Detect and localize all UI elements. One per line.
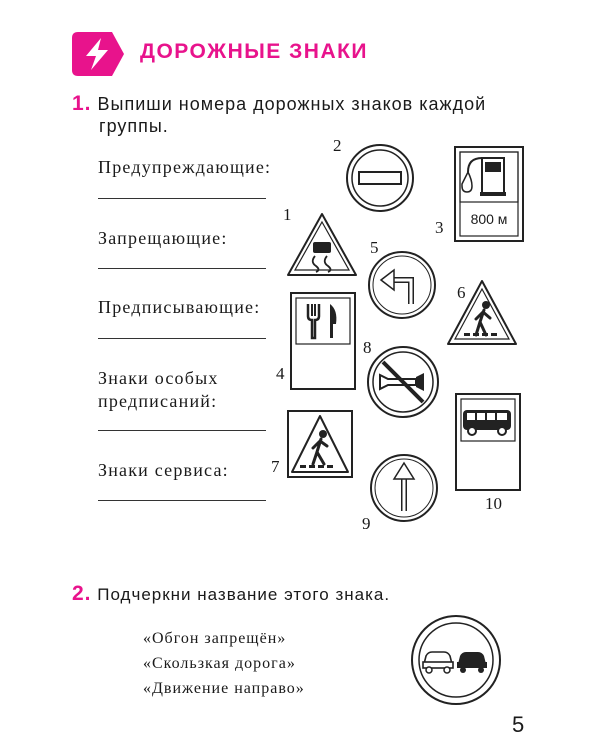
sign-number-10: 10 bbox=[485, 494, 502, 513]
task2-number: 2. bbox=[72, 582, 92, 605]
slippery-road-sign-icon bbox=[286, 212, 358, 278]
sign-number-9: 9 bbox=[362, 514, 371, 533]
pedestrian-crossing-sign-icon bbox=[287, 410, 353, 478]
turn-left-sign-icon bbox=[367, 250, 437, 320]
sign-number-6: 6 bbox=[457, 283, 466, 302]
sign-number-2: 2 bbox=[333, 136, 342, 155]
sign-number-8: 8 bbox=[363, 338, 372, 357]
answer-line-prohibitory[interactable] bbox=[98, 268, 266, 269]
task1-number: 1. bbox=[72, 92, 92, 115]
task2-text: Подчеркни название этого знака. bbox=[97, 585, 391, 604]
sign-number-4: 4 bbox=[276, 364, 285, 383]
food-sign-icon bbox=[290, 292, 356, 390]
task1-text-line2: группы. bbox=[99, 116, 169, 136]
category-service-label: Знаки сервиса: bbox=[98, 460, 229, 480]
page-number: 5 bbox=[512, 712, 525, 737]
lightning-badge-icon bbox=[72, 32, 124, 76]
category-warning-label: Предупреждающие: bbox=[98, 157, 272, 177]
task2-instruction bbox=[72, 582, 390, 606]
category-prohibitory-label: Запрещающие: bbox=[98, 228, 228, 248]
no-entry-sign-icon bbox=[345, 143, 415, 213]
no-horn-sign-icon bbox=[366, 345, 440, 419]
category-special-label-line2: предписаний: bbox=[98, 391, 218, 411]
task1-instruction bbox=[72, 92, 486, 116]
answer-line-warning[interactable] bbox=[98, 198, 266, 199]
page-title: ДОРОЖНЫЕ ЗНАКИ bbox=[140, 40, 369, 63]
fuel-distance-label: 800 м bbox=[470, 211, 508, 227]
category-mandatory-label: Предписывающие: bbox=[98, 297, 261, 317]
option-slippery-road[interactable]: «Скользкая дорога» bbox=[143, 655, 296, 672]
sign-number-1: 1 bbox=[283, 205, 292, 224]
straight-ahead-sign-icon bbox=[369, 453, 439, 523]
task1-text-line1: Выпиши номера дорожных знаков каждой bbox=[97, 94, 487, 114]
answer-line-mandatory[interactable] bbox=[98, 338, 266, 339]
answer-line-special[interactable] bbox=[98, 430, 266, 431]
answer-line-service[interactable] bbox=[98, 500, 266, 501]
category-special-label: Знаки особых bbox=[98, 368, 219, 388]
fuel-station-sign-icon bbox=[454, 146, 524, 242]
sign-number-7: 7 bbox=[271, 457, 280, 476]
sign-number-3: 3 bbox=[435, 218, 444, 237]
option-no-overtaking[interactable]: «Обгон запрещён» bbox=[143, 630, 287, 647]
no-overtaking-sign-icon bbox=[410, 614, 502, 706]
pedestrians-warning-sign-icon bbox=[446, 279, 518, 347]
option-right-turn[interactable]: «Движение направо» bbox=[143, 680, 305, 697]
bus-stop-sign-icon bbox=[455, 393, 521, 491]
sign-number-5: 5 bbox=[370, 238, 379, 257]
